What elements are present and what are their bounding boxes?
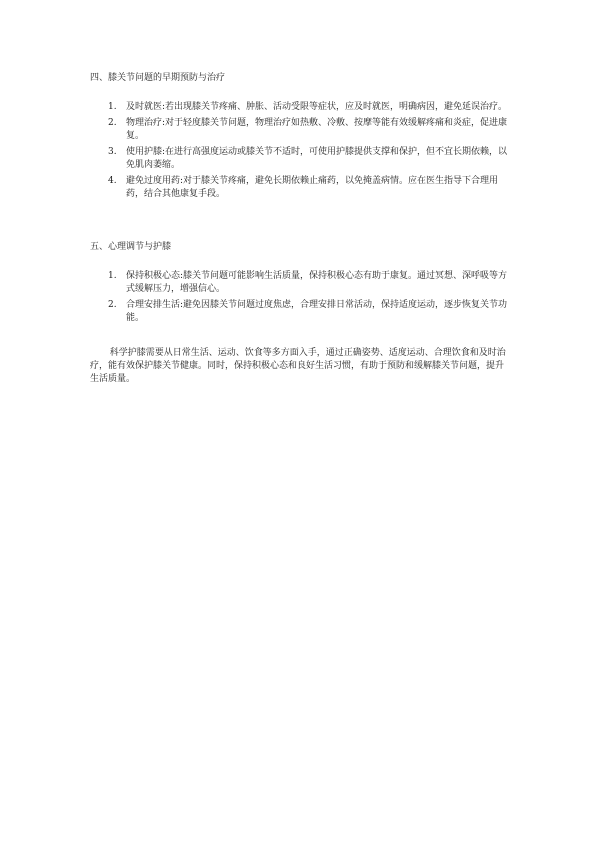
list-item — [108, 270, 508, 296]
list-item — [108, 146, 508, 172]
list-item — [108, 175, 508, 201]
list-item-number: 2. — [108, 118, 117, 128]
list-item-number: 1. — [108, 271, 117, 281]
list-item-text: 物理治疗:对于轻度膝关节问题，物理治疗如热敷、冷敷、按摩等能有效缓解疼痛和炎症，促进康复。 — [126, 118, 508, 141]
psychology-list — [108, 270, 508, 328]
list-item-number: 1. — [108, 102, 117, 112]
list-item — [108, 101, 508, 114]
section-heading-prevention: 四、膝关节问题的早期预防与治疗 — [90, 73, 226, 83]
list-item — [108, 299, 508, 325]
list-item-text: 及时就医:若出现膝关节疼痛、肿胀、活动受限等症状，应及时就医，明确病因，避免延误治疗。 — [126, 102, 508, 112]
list-item-number: 4. — [108, 176, 117, 186]
section-heading-psychology: 五、心理调节与护膝 — [90, 242, 172, 252]
list-item-text: 合理安排生活:避免因膝关节问题过度焦虑，合理安排日常活动，保持适度运动，逐步恢复关节功能。 — [126, 300, 508, 323]
list-item-number: 3. — [108, 147, 117, 157]
list-item-text: 避免过度用药:对于膝关节疼痛，避免长期依赖止痛药，以免掩盖病情。应在医生指导下合理用药，结合其他康复手段。 — [126, 176, 499, 199]
summary-paragraph: 科学护膝需要从日常生活、运动、饮食等多方面入手，通过正确姿势、适度运动、合理饮食和及时治疗，能有效保护膝关节健康。同时，保持积极心态和良好生活习惯，有助于预防和缓解膝关节问题，提升生活质量。 — [90, 348, 506, 384]
prevention-list — [108, 101, 508, 204]
list-item-text: 使用护膝:在进行高强度运动或膝关节不适时，可使用护膝提供支撑和保护，但不宜长期依赖，以免肌肉萎缩。 — [126, 147, 508, 170]
list-item-text: 保持积极心态:膝关节问题可能影响生活质量，保持积极心态有助于康复。通过冥想、深呼吸等方式缓解压力，增强信心。 — [126, 271, 508, 294]
list-item — [108, 117, 508, 143]
list-item-number: 2. — [108, 300, 117, 310]
